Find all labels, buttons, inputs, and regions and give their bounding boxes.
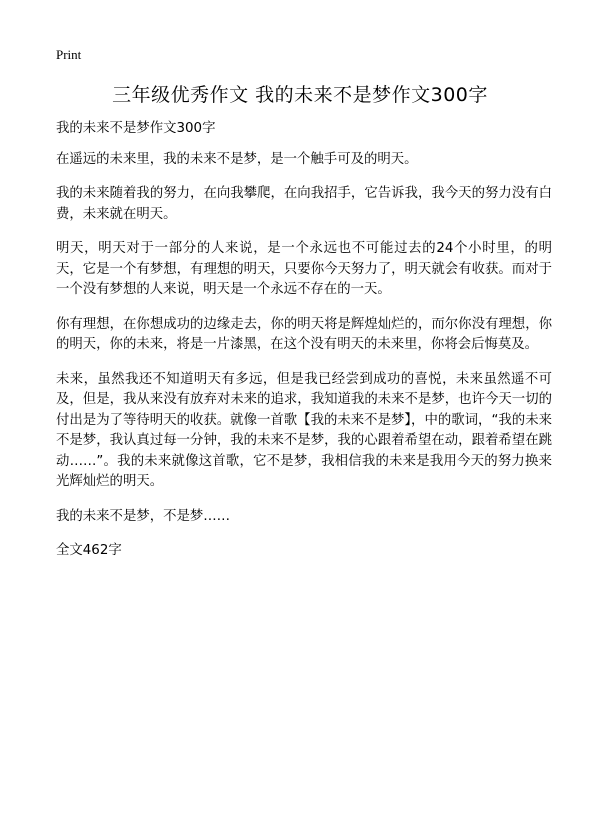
article-subtitle: 我的未来不是梦作文300字 (56, 121, 216, 136)
print-link[interactable]: Print (56, 47, 82, 62)
article-body (56, 119, 552, 576)
word-count: 全文462字 (56, 543, 122, 558)
article-title: 三年级优秀作文 我的未来不是梦作文300字 (112, 84, 488, 106)
paragraph-4: 你有理想，在你想成功的边缘走去，你的明天将是辉煌灿烂的，而尔你没有理想，你的明天，你的未来，将是一片漆黑，在这个没有明天的未来里，你将会后悔莫及。 (56, 316, 552, 352)
paragraph-5: 未来，虽然我还不知道明天有多远，但是我已经尝到成功的喜悦，未来虽然遥不可及，但是，我从来没有放弃对未来的追求，我知道我的未来不是梦，也许今天一切的付出是为了等待明天的收获。就像一首歌【我的未来不是梦】，中的歌词，“我的未来不是梦，我认真过每一分钟，我的未来不是梦，我的心跟着希望在动，跟着希望在跳动……”。我的未来就像这首歌，它不是梦，我相信我的未来是我用今天的努力换来光辉灿烂的明天。 (56, 371, 552, 489)
paragraph-3: 明天，明天对于一部分的人来说，是一个永远也不可能过去的24个小时里，的明天，它是一个有梦想，有理想的明天，只要你今天努力了，明天就会有收获。而对于一个没有梦想的人来说，明天是一个永远不存在的一天。 (56, 241, 552, 297)
paragraph-1: 在遥远的未来里，我的未来不是梦，是一个触手可及的明天。 (56, 151, 418, 167)
paragraph-6: 我的未来不是梦，不是梦…… (56, 508, 231, 524)
paragraph-2: 我的未来随着我的努力，在向我攀爬，在向我招手，它告诉我，我今天的努力没有白费，未来就在明天。 (56, 186, 552, 222)
